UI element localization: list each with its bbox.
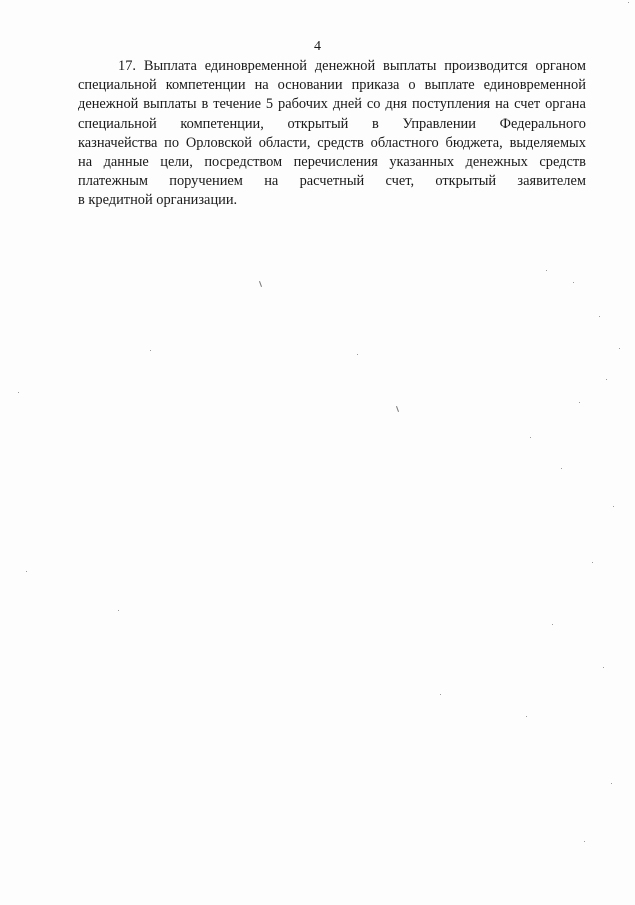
word: рабочих [278,96,328,113]
word: посредством [204,153,283,170]
word: Выплата [143,58,197,74]
paragraph-line [78,76,586,95]
scan-speck [603,667,604,668]
scan-speck [26,571,27,572]
word: Федерального [499,115,586,132]
word: о [408,77,416,94]
word: денежной [78,96,139,113]
scan-speck [613,506,614,507]
scan-speck [526,716,527,717]
scan-speck [357,354,358,355]
word: специальной [78,77,157,94]
word: указанных [389,153,455,170]
word: открытый [435,173,497,190]
word: средств [317,134,364,151]
word: компетенции [165,77,246,94]
paragraph-17 [78,57,586,211]
word: на [495,96,510,113]
scan-speck [18,392,19,393]
scan-speck [118,610,119,611]
word: средств [539,153,586,170]
scan-speck [440,694,441,695]
word: области, [258,134,311,151]
word: счет [514,96,541,113]
scan-speck [573,282,574,283]
paragraph-line [78,191,586,210]
word: приказа [351,77,400,94]
word: 5 [265,96,274,113]
word: перечисления [293,153,378,170]
word: в [201,96,209,113]
scan-speck [619,348,620,349]
scan-speck [561,468,562,469]
word: компетенции, [180,115,264,132]
word: расчетный [299,173,365,190]
paragraph-line [78,57,586,76]
word: дней [332,96,362,113]
scan-speck [552,624,553,625]
scan-speck [611,783,612,784]
paragraph-line [78,153,586,172]
word: выплате [424,77,475,94]
word: течение [213,96,261,113]
paragraph-line [78,115,586,134]
word: денежных [465,153,528,170]
word: органом [535,58,586,74]
scan-speck [599,316,600,317]
word: открытый [287,115,349,132]
scan-speck [628,2,629,3]
word: в [371,115,379,132]
word: поступления [411,96,491,113]
word: единовременной [204,58,308,74]
page-number: 4 [314,39,321,54]
word: областного [370,134,439,151]
word: бюджета, [445,134,503,151]
word: выплаты [383,58,437,74]
word: платежным [78,173,148,190]
word: поручением [169,173,243,190]
scan-speck [579,402,580,403]
word: 17. [118,58,136,74]
paragraph-line [78,134,586,153]
word: цели, [160,153,193,170]
scan-mark [259,281,262,287]
paragraph-line [78,172,586,191]
word: на [264,173,279,190]
word: специальной [78,115,157,132]
word: данные [103,153,149,170]
word: Орловской [185,134,252,151]
word: заявителем [517,173,586,190]
word: производится [444,58,528,74]
scan-mark [396,406,399,412]
scan-speck [606,379,607,380]
word: Управлении [402,115,476,132]
scan-speck [584,841,585,842]
scan-speck [592,562,593,563]
scan-speck [150,350,151,351]
word: казначейства [78,134,158,151]
word: на [254,77,269,94]
word: денежной [314,58,376,74]
scan-speck [530,437,531,438]
word: со [366,96,381,113]
word: на [78,153,93,170]
word: органа [545,96,586,113]
word: единовременной [483,77,586,94]
word: выплаты [143,96,197,113]
word: счет, [385,173,415,190]
word: по [164,134,180,151]
scan-speck [546,270,547,271]
word: основании [277,77,343,94]
word: в кредитной организации. [78,192,238,209]
paragraph-line [78,95,586,114]
word: выделяемых [509,134,586,151]
word: дня [385,96,408,113]
